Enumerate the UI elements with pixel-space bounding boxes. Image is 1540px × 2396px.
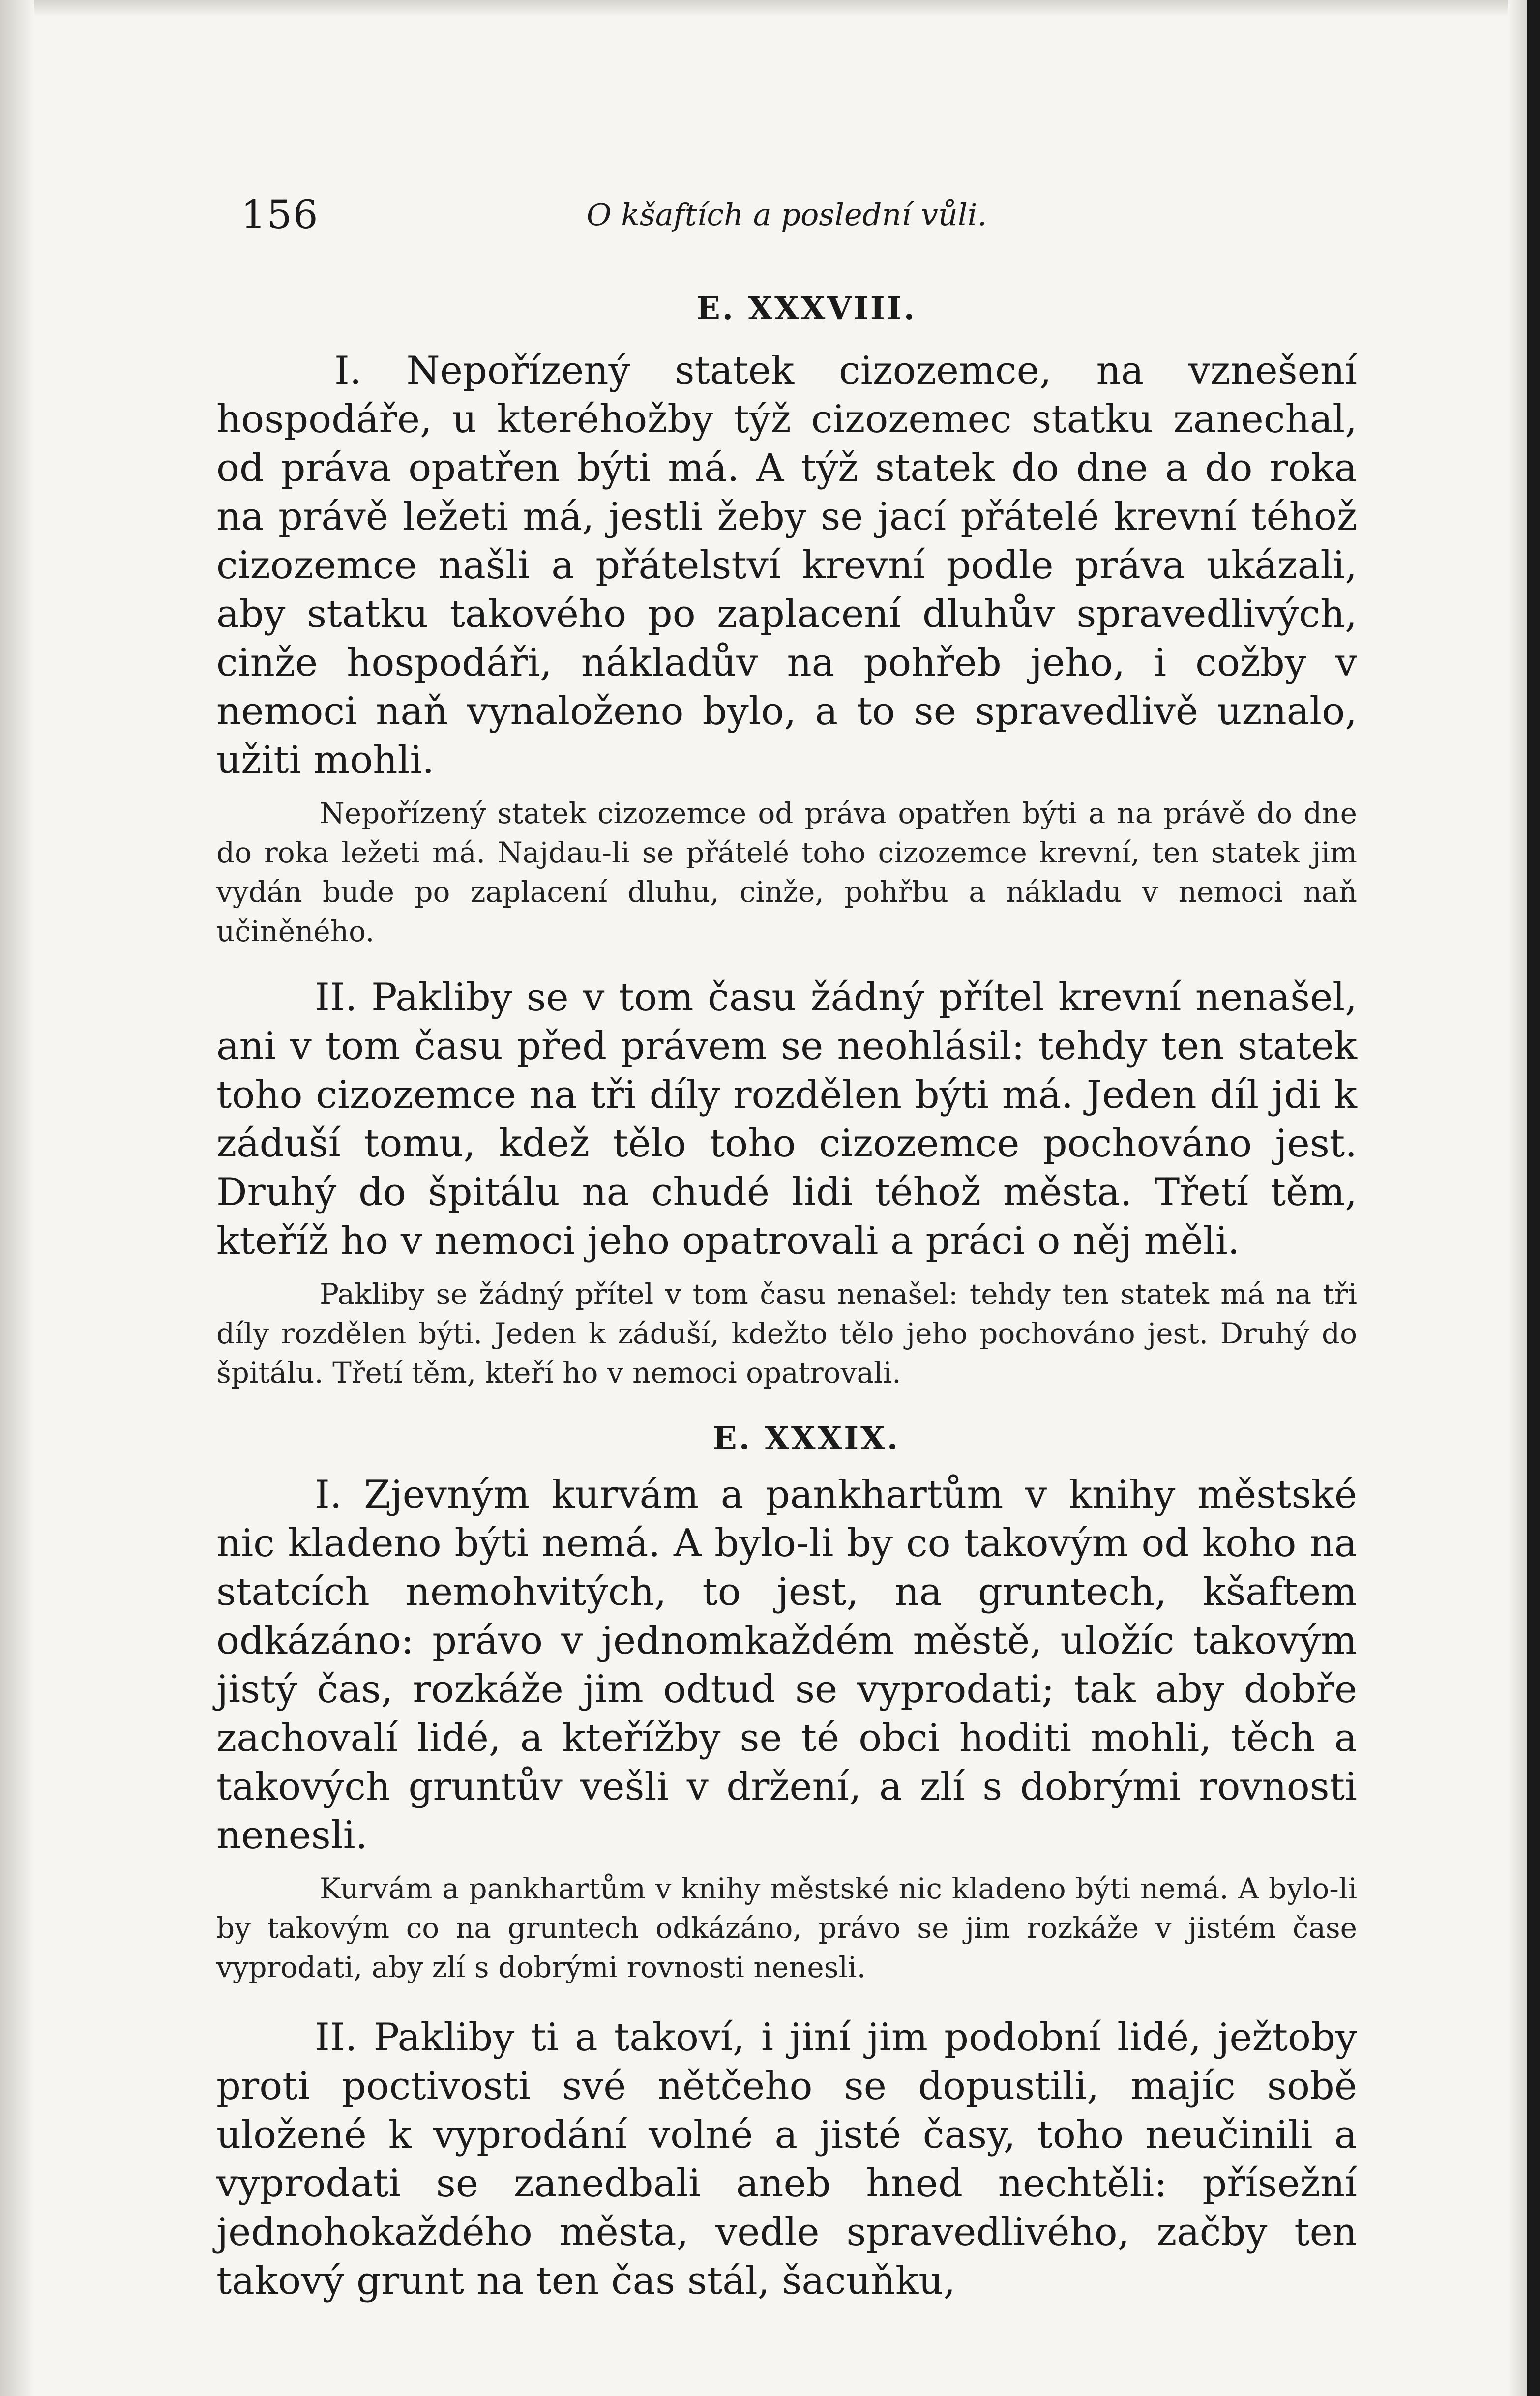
scan-top-shadow [0,0,1540,17]
scan-gutter-shadow [0,0,34,2396]
article-paragraph: II. Pakliby se v tom času žádný přítel krevní nenašel, ani v tom času před právem se neohlásil: tehdy ten statek toho cizozemce na tři díly rozdělen býti má. Jeden díl jdi k záduší tomu, kdež tělo toho cizozemce pochováno jest. Druhý do špitálu na chudé lidi téhož města. Třetí těm, kteříž ho v nemoci jeho opatrovali a práci o něj měli. [216,976,1357,1263]
paragraph-gap [216,1987,1357,2013]
text-column [216,187,1357,2350]
scan-right-border [1527,0,1540,2396]
summary-note: Pakliby se žádný přítel v tom času nenašel: tehdy ten statek má na tři díly rozdělen býti. Jeden k záduší, kdežto tělo jeho pochováno jest. Druhý do špitálu. Třetí těm, kteří ho v nemoci opatrovali. [216,1277,1357,1390]
running-head [216,187,1357,256]
paragraph-gap [216,951,1357,974]
scan-edge-shade [1508,0,1527,2396]
page-number: 156 [241,192,319,237]
article-paragraph: I. Zjevným kurvám a pankhartům v knihy městské nic kladeno býti nemá. A bylo-li by co takovým od koho na statcích nemohvitých, to jest, na gruntech, kšaftem odkázáno: právo v jednomkaždém městě, uložíc takovým jistý čas, rozkáže jim odtud se vyprodati; tak aby dobře zachovalí lidé, a kteřížby se té obci hoditi mohli, těch a takových gruntův vešli v držení, a zlí s dobrými rovnosti nenesli. [216,1473,1357,1858]
running-title: O kšaftích a poslední vůli. [586,197,987,233]
article-paragraph: I. Nepořízený statek cizozemce, na vznešení hospodáře, u kteréhožby týž cizozemec statku zanechal, od práva opatřen býti má. A týž statek do dne a do roka na právě ležeti má, jestli žeby se jací přátelé krevní téhož cizozemce našli a přátelství krevní podle práva ukázali, aby statku takového po zaplacení dluhův spravedlivých, cinže hospodáři, nákladův na pohřeb jeho, i cožby v nemoci naň vynaloženo bylo, a to se spravedlivě uznalo, užiti mohli. [216,349,1357,782]
summary-note: Nepořízený statek cizozemce od práva opatřen býti a na právě do dne do roka ležeti má. Najdau-li se přátelé toho cizozemce krevní, ten statek jim vydán bude po zaplacení dluhu, cinže, pohřbu a nákladu v nemoci naň učiněného. [216,797,1357,948]
section-heading: E. XXXIX. [712,1420,900,1457]
article-paragraph: II. Pakliby ti a takoví, i jiní jim podobní lidé, ježtoby proti poctivosti své nětčeho se dopustili, majíc sobě uložené k vyprodání volné a jisté časy, toho neučinili a vyprodati se zanedbali aneb hned nechtěli: přísežní jednohokaždého města, vedle spravedlivého, začby ten takový grunt na ten čas stál, šacuňku, [216,2015,1357,2303]
section-heading: E. XXXVIII. [696,290,917,327]
summary-note: Kurvám a pankhartům v knihy městské nic kladeno býti nemá. A bylo-li by takovým co na gruntech odkázáno, právo se jim rozkáže v jistém čase vyprodati, aby zlí s dobrými rovnosti nenesli. [216,1872,1357,1984]
